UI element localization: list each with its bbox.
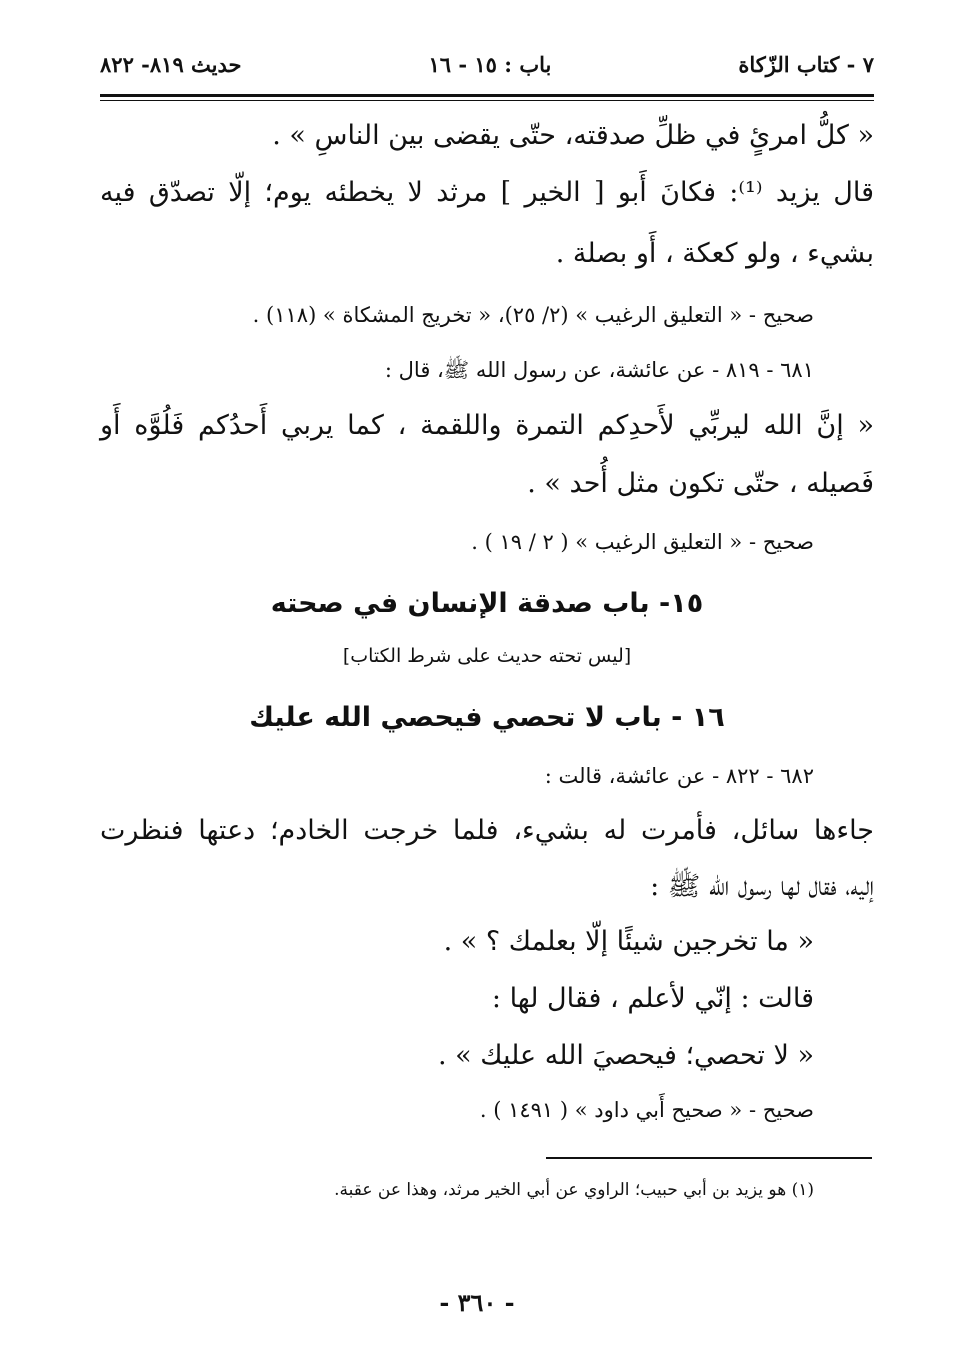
text-line: « ما تخرجين شيئًا إلّا بعلمك ؟ » . xyxy=(443,926,814,957)
text-line: فَصيله ، حتّى تكون مثل أُحد » . xyxy=(527,468,874,499)
hadith-number-line: ٦٨١ - ٨١٩ - عن عائشة، عن رسول الله ﷺ، قال : xyxy=(384,358,814,382)
header-hadith-range: حديث ٨١٩- ٨٢٢ xyxy=(100,51,242,77)
header-rule-thick xyxy=(100,94,874,97)
chapter-title: ١٦ - باب لا تحصي فيحصي الله عليك xyxy=(249,702,725,733)
footnote: (١) هو يزيد بن أبي حبيب؛ الراوي عن أبي الخير مرثد، وهذا عن عقبة. xyxy=(334,1180,814,1200)
source-line: صحيح - « صحيح أَبي داود » ( ١٤٩١ ) . xyxy=(479,1098,814,1122)
page-number: - ٣٦٠ - xyxy=(439,1288,515,1317)
text-line: قال يزيد ⁽¹⁾: فكانَ أَبو [ الخير ] مرثد لا يخطئه يوم؛ إلّا تصدّق فيه xyxy=(100,177,874,208)
footnote-rule xyxy=(546,1157,872,1159)
text-line: إليه، فقال لها رسول الله ﷺ : xyxy=(650,871,874,902)
text-line: بشيء ، ولو كعكة ، أَو بصلة . xyxy=(555,238,874,269)
chapter-title: ١٥- باب صدقة الإنسان في صحته xyxy=(270,588,704,619)
source-line: صحيح - « التعليق الرغيب » (٢/ ٢٥)، « تخريج المشكاة » (١١٨) . xyxy=(252,303,814,327)
text-line: قالت : إنّي لأعلم ، فقال لها : xyxy=(491,983,814,1014)
header-section: باب : ١٥ - ١٦ xyxy=(428,51,552,77)
text-line: « إنَّ الله ليربِّي لأَحدِكم التمرة واللقمة ، كما يربي أَحدُكم فَلُوَّه أَو xyxy=(100,410,874,441)
text-line: « لا تحصي؛ فيحصيَ الله عليك » . xyxy=(437,1040,814,1071)
hadith-number-line: ٦٨٢ - ٨٢٢ - عن عائشة، قالت : xyxy=(544,764,814,788)
header-chapter: ٧ - كتاب الزّكاة xyxy=(738,51,874,77)
header-rule-thin xyxy=(100,100,874,101)
source-line: صحيح - « التعليق الرغيب » ( ٢ / ١٩ ) . xyxy=(471,530,814,554)
text-line: جاءها سائل، فأمرت له بشيء، فلما خرجت الخادم؛ دعتها فنظرت xyxy=(100,815,874,846)
chapter-note: [ليس تحته حديث على شرط الكتاب] xyxy=(342,645,632,667)
running-header xyxy=(100,44,874,84)
text-line: « كلُّ امرئٍ في ظلِّ صدقته، حتّى يقضى بين الناسِ » . xyxy=(272,120,874,151)
